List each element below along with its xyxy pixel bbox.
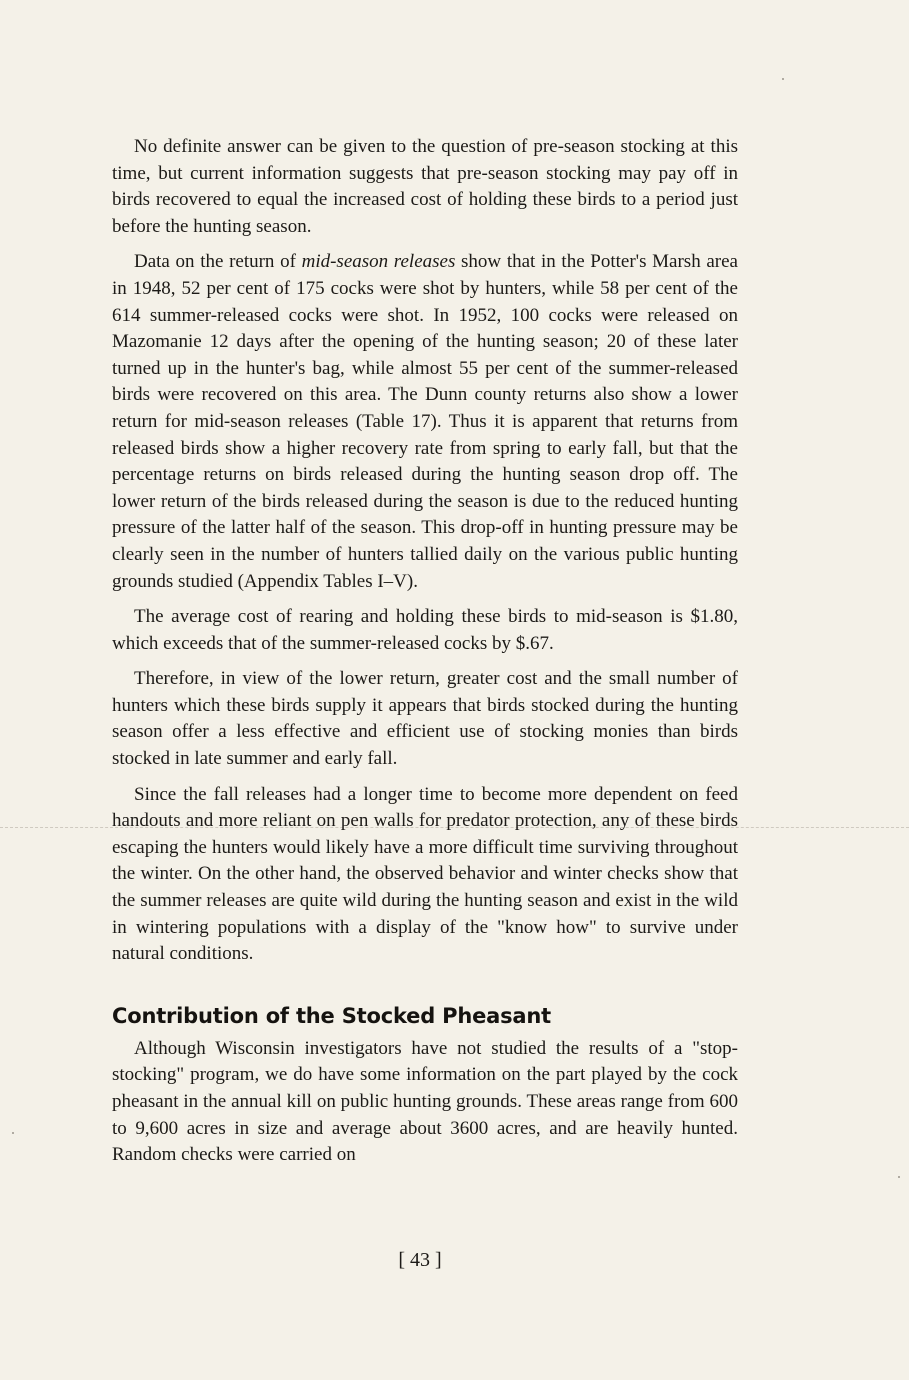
scan-speck [12, 1132, 14, 1134]
paragraph-stocking-conclusion: Therefore, in view of the lower return, greater cost and the small number of hunters which these birds supply it appears that birds stocked during the hunting season offer a less effective and efficient use of stocking monies than birds stocked in late summer and early fall. [112, 668, 738, 770]
italic-term-mid-season-releases: mid-season releases [301, 251, 456, 273]
paragraph-fall-releases: Since the fall releases had a longer time to become more dependent on feed handouts and more reliant on pen walls for predator protection, any of these birds escaping the hunters would likely have a more difficult time surviving throughout the winter. On the other hand, the observed behavior and winter checks show that the summer releases are quite wild during the hunting season and exist in the wild in wintering populations with a display of the "know how" to survive under natural conditions. [112, 783, 738, 965]
page-number: [ 43 ] [398, 1249, 442, 1271]
paragraph-pre-season-stocking: No definite answer can be given to the question of pre-season stocking at this time, but current information suggests that pre-season stocking may pay off in birds recovered to equal the increased cost of holding these birds to a period just before the hunting season. [112, 136, 738, 237]
paragraph-mid-season-releases [112, 249, 738, 595]
scan-speck [782, 78, 784, 80]
section-heading: Contribution of the Stocked Pheasant [112, 1003, 551, 1028]
body-text [112, 134, 738, 1178]
scan-speck [898, 1176, 900, 1178]
paragraph-lead: Data on the return of [134, 251, 302, 273]
paragraph-rearing-cost: The average cost of rearing and holding these birds to mid-season is $1.80, which exceeds that of the summer-released cocks by $.67. [112, 606, 738, 654]
paragraph-rest: show that in the Potter's Marsh area in 1948, 52 per cent of 175 cocks were shot by hunters, while 58 per cent of the 614 summer-released cocks were shot. In 1952, 100 cocks were released on Mazomanie 12 days after the opening of the hunting season; 20 of these later turned up in the hunter's bag, while almost 55 per cent of the summer-released birds were recovered on this area. The Dunn county returns also show a lower return for mid-season releases (Table 17). Thus it is apparent that returns from released birds show a higher recovery rate from spring to early fall, but that the percentage returns on birds released during the hunting season drop off. The lower return of the birds released during the season is due to the reduced hunting pressure of the latter half of the season. This drop-off in hunting pressure may be clearly seen in the number of hunters tallied daily on the various public hunting grounds studied (Appendix Tables I–V). [112, 251, 738, 592]
paragraph-stop-stocking: Although Wisconsin investigators have not studied the results of a "stop-stocking" program, we do have some information on the part played by the cock pheasant in the annual kill on public hunting grounds. These areas range from 600 to 9,600 acres in size and average about 3600 acres, and are heavily hunted. Random checks were carried on [112, 1037, 738, 1166]
